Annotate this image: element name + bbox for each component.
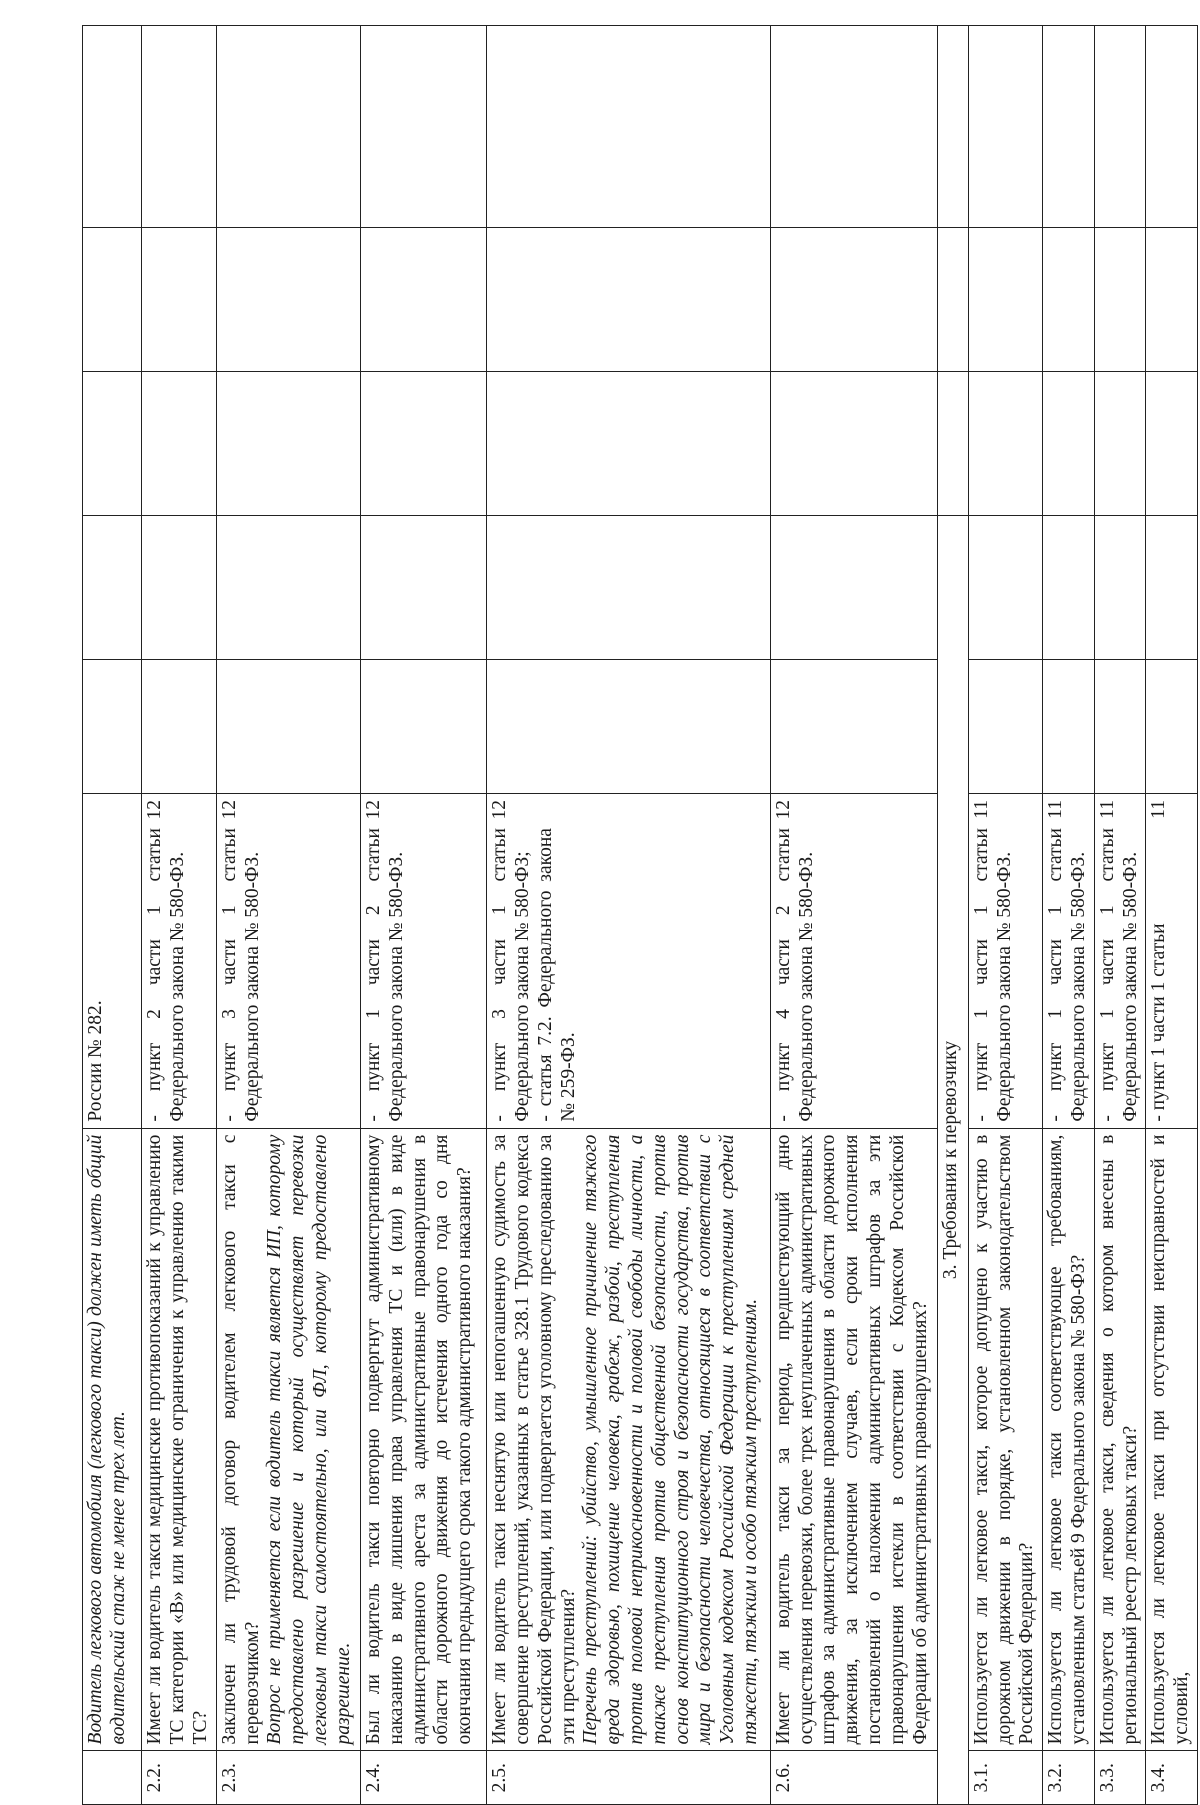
notes-cell [142, 26, 217, 228]
answer-extra-cell [968, 227, 1043, 371]
question-cell [216, 1128, 360, 1751]
basis-item [489, 800, 535, 1122]
question-cell [968, 1128, 1043, 1751]
answer-extra-cell [1094, 227, 1145, 371]
table-row [83, 26, 142, 1805]
basis-item [85, 800, 108, 1122]
answer-no-cell [216, 516, 360, 660]
table-row [770, 26, 938, 1805]
question-text: Имеет ли водитель такси за период, предшествующий дню осуществления перевозки, более трех неуплаченных административных штрафов за административные правонарушения в области дорожного движения, за исключением случаев, если сроки исполнения постановлений о наложении административных штрафов за эти правонарушения истекли в соответствии с Кодексом Российской Федерации об административных правонарушениях? [772, 1134, 931, 1745]
question-note: Вопрос не применяется если водитель такси является ИП, которому предоставлено разрешение и который осуществляет перевозки легковым такси самостоятельно, или ФЛ, которому предоставлено разрешение. [264, 1134, 354, 1745]
question-note: Водитель легкового автомобиля (легкового такси) должен иметь общий водительский стаж не менее трех лет. [85, 1134, 129, 1745]
answer-extra-cell [216, 227, 360, 371]
section-row [938, 26, 969, 1805]
basis-item [773, 800, 819, 1122]
basis-item [219, 800, 265, 1122]
answer-yes-cell [1146, 660, 1198, 794]
row-number: 3.2. [1043, 1751, 1094, 1805]
answer-no-cell [770, 516, 938, 660]
basis-cell [968, 794, 1043, 1129]
answer-no-cell [1094, 516, 1145, 660]
answer-yes-cell [770, 660, 938, 794]
answer-yes-cell [487, 660, 771, 794]
basis-ref: 12 [218, 800, 240, 820]
answer-extra-cell [770, 227, 938, 371]
basis-text: - пункт 3 части 1 статьи Федерального закона № 580-ФЗ; [489, 828, 533, 1122]
answer-na-cell [361, 371, 487, 515]
answer-na-cell [968, 371, 1043, 515]
question-cell [142, 1128, 217, 1751]
row-number: 3.3. [1094, 1751, 1145, 1805]
answer-no-cell [968, 516, 1043, 660]
question-text: Используется ли легковое такси при отсутствии неисправностей и условий, [1148, 1134, 1193, 1745]
basis-ref: 12 [363, 800, 385, 820]
answer-na-cell [83, 371, 142, 515]
basis-text: - пункт 1 части 1 статьи [1148, 923, 1170, 1122]
notes-cell [1043, 26, 1094, 228]
basis-text: России № 282. [85, 1000, 106, 1122]
basis-text: - пункт 1 части 2 статьи Федерального закона № 580-ФЗ. [363, 828, 407, 1122]
notes-cell [968, 26, 1043, 228]
question-cell [83, 1128, 142, 1751]
notes-cell [938, 26, 969, 228]
basis-cell [487, 794, 771, 1129]
answer-yes-cell [216, 660, 360, 794]
answer-extra-cell [142, 227, 217, 371]
row-number: 2.6. [770, 1751, 938, 1805]
notes-cell [83, 26, 142, 228]
basis-text: - статья 7.2. Федерального закона № 259-ФЗ. [534, 828, 579, 1122]
basis-ref: 12 [772, 800, 794, 820]
rotated-document-sheet [82, 25, 1198, 1805]
notes-cell [770, 26, 938, 228]
table-row [361, 26, 487, 1805]
row-number: 2.3. [216, 1751, 360, 1805]
answer-yes-cell [1094, 660, 1145, 794]
basis-item [1045, 800, 1091, 1122]
answer-yes-cell [1043, 660, 1094, 794]
basis-text: - пункт 1 части 1 статьи Федерального закона № 580-ФЗ. [970, 828, 1015, 1122]
row-number [83, 1751, 142, 1805]
answer-extra-cell [1043, 227, 1094, 371]
basis-item [535, 800, 581, 1122]
basis-text: - пункт 2 части 1 статьи Федерального закона № 580-ФЗ. [144, 828, 188, 1122]
answer-extra-cell [361, 227, 487, 371]
notes-cell [487, 26, 771, 228]
notes-cell [1146, 26, 1198, 228]
answer-extra-cell [1146, 227, 1198, 371]
question-text: Используется ли легковое такси, сведения о котором внесены в региональный реестр легковых такси? [1096, 1134, 1141, 1745]
notes-cell [216, 26, 360, 228]
table-row [1043, 26, 1094, 1805]
basis-text: - пункт 3 части 1 статьи Федерального закона № 580-ФЗ. [218, 828, 263, 1122]
section-title: 3. Требования к перевозчику [938, 516, 969, 1805]
basis-cell [361, 794, 487, 1129]
answer-na-cell [770, 371, 938, 515]
table-row [142, 26, 217, 1805]
basis-cell [1043, 794, 1094, 1129]
answer-yes-cell [361, 660, 487, 794]
basis-text: - пункт 1 части 1 статьи Федерального закона № 580-ФЗ. [1096, 828, 1141, 1122]
answer-na-cell [1043, 371, 1094, 515]
basis-text: - пункт 1 части 1 статьи Федерального закона № 580-ФЗ. [1045, 828, 1090, 1122]
row-number: 2.5. [487, 1751, 771, 1805]
answer-no-cell [83, 516, 142, 660]
question-cell [361, 1128, 487, 1751]
basis-ref: 12 [144, 800, 165, 820]
basis-ref: 11 [1096, 800, 1118, 819]
table-row [487, 26, 771, 1805]
question-cell [487, 1128, 771, 1751]
basis-item [1148, 800, 1171, 1122]
basis-cell [1146, 794, 1198, 1129]
basis-item [1097, 800, 1143, 1122]
row-number: 3.1. [968, 1751, 1043, 1805]
question-cell [1043, 1128, 1094, 1751]
answer-no-cell [1146, 516, 1198, 660]
answer-no-cell [1043, 516, 1094, 660]
basis-item [971, 800, 1017, 1122]
basis-cell [83, 794, 142, 1129]
notes-cell [361, 26, 487, 228]
basis-item [144, 800, 190, 1122]
basis-ref: 12 [489, 800, 511, 820]
question-text: Имеет ли водитель такси неснятую или непогашенную судимость за совершение преступлений, указанных в статье 328.1 Трудового кодекса Российской Федерации, или подвергается уголовному преследованию за эти преступления? [489, 1134, 579, 1745]
basis-cell [142, 794, 217, 1129]
answer-no-cell [487, 516, 771, 660]
question-text: Был ли водитель такси повторно подвергнут административному наказанию в виде лишения права управления ТС и (или) в виде административного ареста за административные правонарушения в области дорожного движения до истечения одного года со дня окончания предыдущего срока такого административного наказания? [363, 1134, 476, 1745]
basis-item [363, 800, 409, 1122]
answer-yes-cell [142, 660, 217, 794]
notes-cell [1094, 26, 1145, 228]
answer-na-cell [1146, 371, 1198, 515]
question-text: Заключен ли трудовой договор водителем легкового такси с перевозчиком? [218, 1134, 263, 1745]
question-text: Используется ли легковое такси, которое допущено к участию в дорожном движении в порядке, установленном законодательством Российской Федерации? [970, 1134, 1038, 1745]
basis-text: - пункт 4 части 2 статьи Федерального закона № 580-ФЗ. [772, 828, 817, 1122]
basis-ref: 11 [1045, 800, 1067, 819]
table-row [1146, 26, 1198, 1805]
answer-extra-cell [83, 227, 142, 371]
basis-ref: 11 [1148, 800, 1170, 819]
question-text: Имеет ли водитель такси медицинские противопоказаний к управлению ТС категории «В» или медицинские ограничения к управлению такими ТС? [144, 1134, 211, 1745]
question-cell [1146, 1128, 1198, 1751]
table-row [968, 26, 1043, 1805]
question-cell [1094, 1128, 1145, 1751]
answer-extra-cell [938, 227, 969, 371]
answer-na-cell [216, 371, 360, 515]
question-note: Перечень преступлений: убийство, умышленное причинение тяжкого вреда здоровью, похищение человека, грабеж, разбой, преступления против половой неприкосновенности и половой свободы личности, а также преступления против общественной безопасности, против основ конституционного строя и безопасности государства, против мира и безопасности человечества, относящиеся в соответствии с Уголовным кодексом Российской Федерации к преступлениям средней тяжести, тяжким и особо тяжким преступлениям. [580, 1134, 762, 1745]
answer-yes-cell [968, 660, 1043, 794]
question-cell [770, 1128, 938, 1751]
answer-na-cell [1094, 371, 1145, 515]
table-row [1094, 26, 1145, 1805]
answer-na-cell [487, 371, 771, 515]
answer-no-cell [361, 516, 487, 660]
table-row [216, 26, 360, 1805]
checklist-table [82, 25, 1198, 1805]
answer-na-cell [938, 371, 969, 515]
row-number: 2.4. [361, 1751, 487, 1805]
row-number: 3.4. [1146, 1751, 1198, 1805]
answer-no-cell [142, 516, 217, 660]
basis-cell [216, 794, 360, 1129]
answer-extra-cell [487, 227, 771, 371]
answer-na-cell [142, 371, 217, 515]
question-text: Используется ли легковое такси соответствующее требованиям, установленным статьей 9 Федерального закона № 580-ФЗ? [1045, 1134, 1090, 1745]
row-number: 2.2. [142, 1751, 217, 1805]
basis-cell [770, 794, 938, 1129]
basis-ref: 11 [970, 800, 992, 819]
answer-yes-cell [83, 660, 142, 794]
basis-cell [1094, 794, 1145, 1129]
